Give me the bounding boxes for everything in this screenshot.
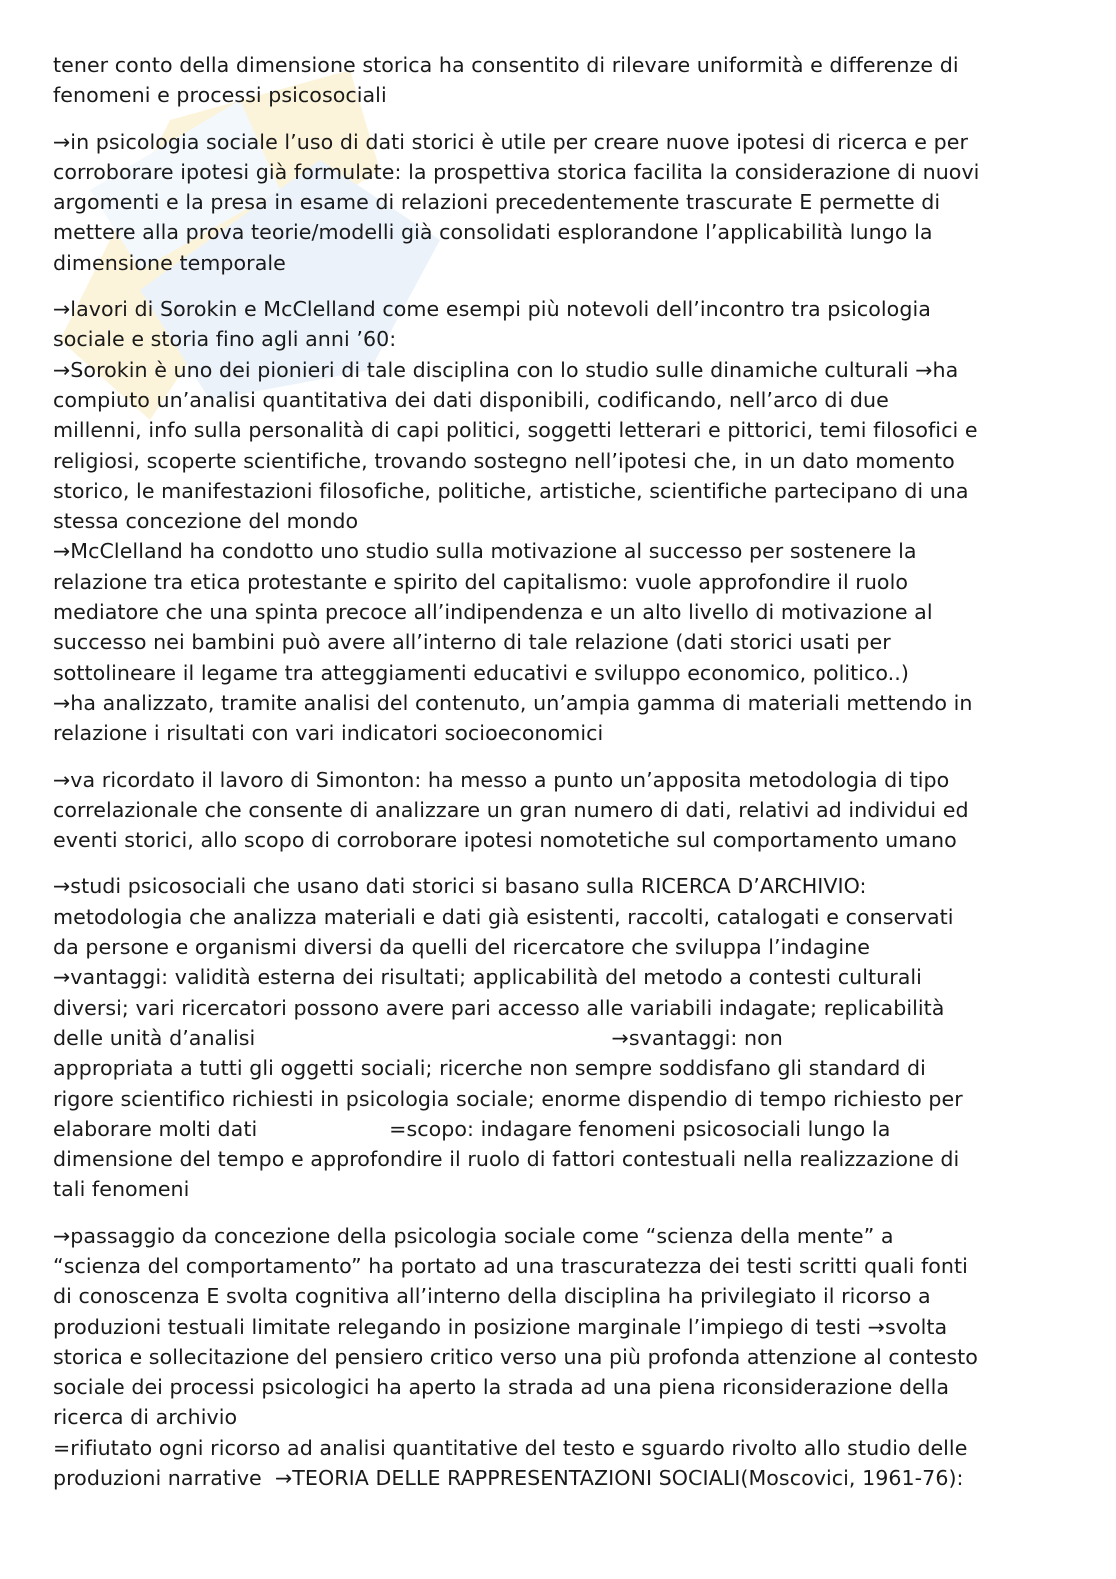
paragraph xyxy=(53,294,1063,748)
text-line: rigore scientifico richiesti in psicologia sociale; enorme dispendio di tempo richiesto per xyxy=(53,1086,963,1111)
text-line: storico, le manifestazioni filosofiche, politiche, artistiche, scientifiche partecipano di una xyxy=(53,478,969,503)
text-line: “scienza del comportamento” ha portato ad una trascuratezza dei testi scritti quali fonti xyxy=(53,1253,968,1278)
text-line: argomenti e la presa in esame di relazioni precedentemente trascurate E permette di xyxy=(53,190,941,215)
text-line: →Sorokin è uno dei pionieri di tale disciplina con lo studio sulle dinamiche culturali →ha xyxy=(53,357,959,382)
paragraph xyxy=(53,765,1063,856)
paragraph xyxy=(53,871,1063,1204)
text-line: relazione i risultati con vari indicatori socioeconomici xyxy=(53,721,604,746)
text-line: correlazionale che consente di analizzare un gran numero di dati, relativi ad individui ed xyxy=(53,797,969,822)
paragraph xyxy=(53,127,1063,278)
paragraph xyxy=(53,50,1063,111)
text-line: →McClelland ha condotto uno studio sulla motivazione al successo per sostenere la xyxy=(53,539,917,564)
text-line: millenni, info sulla personalità di capi politici, soggetti letterari e pittorici, temi filosofici e xyxy=(53,418,978,443)
text-line: mediatore che una spinta precoce all’indipendenza e un alto livello di motivazione al xyxy=(53,600,933,625)
text-line: dimensione del tempo e approfondire il ruolo di fattori contestuali nella realizzazione di xyxy=(53,1147,960,1172)
text-line: religiosi, scoperte scientifiche, trovando sostegno nell’ipotesi che, in un dato momento xyxy=(53,448,955,473)
text-line: appropriata a tutti gli oggetti sociali; ricerche non sempre soddisfano gli standard di xyxy=(53,1056,926,1081)
text-line: corroborare ipotesi già formulate: la prospettiva storica facilita la considerazione di nuovi xyxy=(53,159,980,184)
text-line: produzioni narrative →TEORIA DELLE RAPPRESENTAZIONI SOCIALI(Moscovici, 1961-76): xyxy=(53,1466,964,1491)
text-line: tener conto della dimensione storica ha consentito di rilevare uniformità e differenze di xyxy=(53,53,959,77)
text-line: eventi storici, allo scopo di corroborare ipotesi nomotetiche sul comportamento umano xyxy=(53,828,957,853)
text-line: tali fenomeni xyxy=(53,1177,190,1202)
text-line: sociale dei processi psicologici ha aperto la strada ad una piena riconsiderazione della xyxy=(53,1375,950,1400)
text-line: stessa concezione del mondo xyxy=(53,509,359,534)
text-line: →va ricordato il lavoro di Simonton: ha messo a punto un’apposita metodologia di tipo xyxy=(53,767,950,792)
text-line: metodologia che analizza materiali e dati già esistenti, raccolti, catalogati e conservati xyxy=(53,904,954,929)
text-line: =rifiutato ogni ricorso ad analisi quantitative del testo e sguardo rivolto allo studio delle xyxy=(53,1435,968,1460)
text-line: →ha analizzato, tramite analisi del contenuto, un’ampia gamma di materiali mettendo in xyxy=(53,690,973,715)
text-line: diversi; vari ricercatori possono avere pari accesso alle variabili indagate; replicabilità xyxy=(53,995,945,1020)
text-line: elaborare molti dati =scopo: indagare fenomeni psicosociali lungo la xyxy=(53,1116,891,1141)
text-line: mettere alla prova teorie/modelli già consolidati esplorandone l’applicabilità lungo la xyxy=(53,220,933,245)
text-line: →vantaggi: validità esterna dei risultati; applicabilità del metodo a contesti culturali xyxy=(53,965,922,990)
text-line: da persone e organismi diversi da quelli del ricercatore che sviluppa l’indagine xyxy=(53,935,870,960)
paragraph xyxy=(53,1221,1063,1494)
text-line: dimensione temporale xyxy=(53,250,286,275)
text-line: di conoscenza E svolta cognitiva all’interno della disciplina ha privilegiato il ricorso a xyxy=(53,1284,931,1309)
text-line: successo nei bambini può avere all’interno di tale relazione (dati storici usati per xyxy=(53,630,891,655)
text-line: sociale e storia fino agli anni ’60: xyxy=(53,327,397,352)
text-line: delle unità d’analisi →svantaggi: non xyxy=(53,1025,783,1050)
text-line: storica e sollecitazione del pensiero critico verso una più profonda attenzione al contesto xyxy=(53,1344,978,1369)
text-line: ricerca di archivio xyxy=(53,1405,238,1430)
text-line: relazione tra etica protestante e spirito del capitalismo: vuole approfondire il ruolo xyxy=(53,569,908,594)
text-line: →lavori di Sorokin e McClelland come esempi più notevoli dell’incontro tra psicologia xyxy=(53,297,931,322)
text-line: compiuto un’analisi quantitativa dei dati disponibili, codificando, nell’arco di due xyxy=(53,387,889,412)
text-line: produzioni testuali limitate relegando in posizione marginale l’impiego di testi →svolta xyxy=(53,1314,948,1339)
document-page xyxy=(53,50,1063,1509)
text-line: →in psicologia sociale l’uso di dati storici è utile per creare nuove ipotesi di ricerca e per xyxy=(53,129,968,154)
text-line: fenomeni e processi psicosociali xyxy=(53,83,387,108)
text-line: sottolineare il legame tra atteggiamenti educativi e sviluppo economico, politico..) xyxy=(53,660,909,685)
text-line: →passaggio da concezione della psicologia sociale come “scienza della mente” a xyxy=(53,1223,894,1248)
text-line: →studi psicosociali che usano dati storici si basano sulla RICERCA D’ARCHIVIO: xyxy=(53,874,867,899)
